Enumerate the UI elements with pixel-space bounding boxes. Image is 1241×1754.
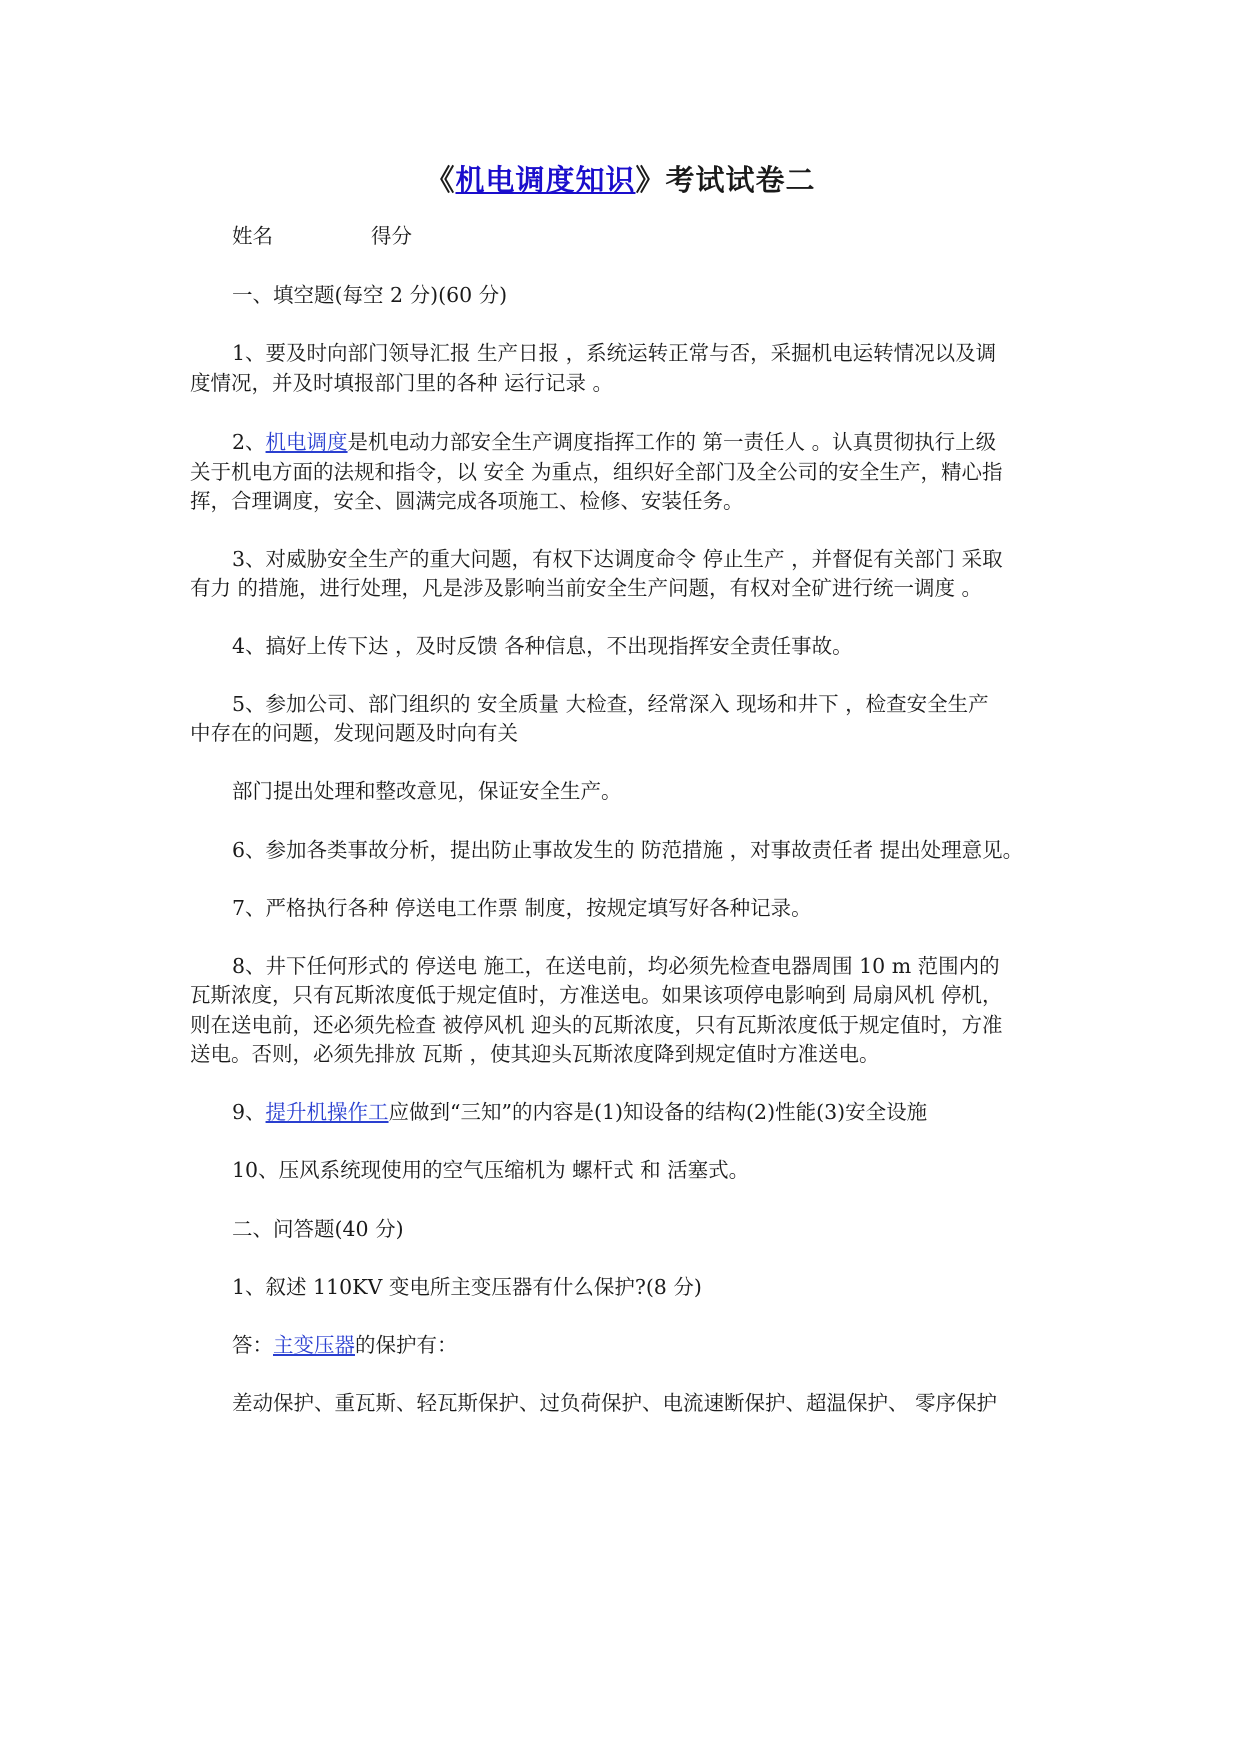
- q2-line2: 关于机电方面的法规和指令，以 安全 为重点，组织好全部门及全公司的安全生产，精心指: [190, 460, 1003, 484]
- name-score-row: [232, 224, 412, 248]
- q8-line1: 8、井下任何形式的 停送电 施工，在送电前，均必须先检查电器周围 10 m 范围内的: [232, 954, 1000, 978]
- q2-line1: [232, 430, 996, 454]
- q9-line1: [232, 1100, 927, 1124]
- q6-line1: 6、参加各类事故分析，提出防止事故发生的 防范措施 ，对事故责任者 提出处理意见。: [232, 838, 1024, 862]
- qa1-question: 1、叙述 110KV 变电所主变压器有什么保护?(8 分): [232, 1275, 702, 1299]
- q7-line1: 7、严格执行各种 停送电工作票 制度，按规定填写好各种记录。: [232, 896, 812, 920]
- q9-rest: 应做到“三知”的内容是(1)知设备的结构(2)性能(3)安全设施: [388, 1100, 928, 1124]
- q3-line2: 有力 的措施，进行处理，凡是涉及影响当前安全生产问题，有权对全矿进行统一调度 。: [190, 576, 983, 600]
- q2-link-mechanical-dispatch[interactable]: 机电调度: [265, 430, 348, 454]
- qa1-answer-intro: [232, 1333, 458, 1357]
- q2-number: 2、: [232, 430, 266, 454]
- q5-line2: 中存在的问题，发现问题及时向有关: [190, 721, 518, 745]
- q5-line3: 部门提出处理和整改意见，保证安全生产。: [232, 779, 622, 803]
- q9-number: 9、: [232, 1100, 266, 1124]
- title-rest: 》考试试卷二: [635, 163, 816, 197]
- qa1-answer-prefix: 答：: [232, 1333, 273, 1357]
- q2-line1-rest: 是机电动力部安全生产调度指挥工作的 第一责任人 。认真贯彻执行上级: [347, 430, 997, 454]
- title-open-bracket: 《: [425, 163, 456, 197]
- q8-line3: 则在送电前，还必须先检查 被停风机 迎头的瓦斯浓度，只有瓦斯浓度低于规定值时，方准: [190, 1013, 1003, 1037]
- qa1-answer-body: 差动保护、重瓦斯、轻瓦斯保护、过负荷保护、电流速断保护、超温保护、 零序保护: [232, 1391, 998, 1415]
- name-label: 姓名: [232, 224, 273, 248]
- q8-line2: 瓦斯浓度，只有瓦斯浓度低于规定值时，方准送电。如果该项停电影响到 局扇风机 停机，: [190, 983, 1003, 1007]
- q3-line1: 3、对威胁安全生产的重大问题，有权下达调度命令 停止生产 ，并督促有关部门 采取: [232, 547, 1003, 571]
- section1-heading: 一、填空题(每空 2 分)(60 分): [232, 283, 508, 307]
- q9-link-hoist-operator[interactable]: 提升机操作工: [265, 1100, 389, 1124]
- q1-line1: 1、要及时向部门领导汇报 生产日报 ，系统运转正常与否，采掘机电运转情况以及调: [232, 341, 997, 365]
- q4-line1: 4、搞好上传下达 ，及时反馈 各种信息，不出现指挥安全责任事故。: [232, 634, 853, 658]
- q5-line1: 5、参加公司、部门组织的 安全质量 大检查，经常深入 现场和井下 ，检查安全生产: [232, 692, 989, 716]
- q1-line2: 度情况，并及时填报部门里的各种 运行记录 。: [190, 371, 614, 395]
- exam-title: [0, 158, 1241, 199]
- qa1-answer-suffix: 的保护有：: [355, 1333, 458, 1357]
- section2-heading: 二、问答题(40 分): [232, 1217, 404, 1241]
- q2-line3: 挥，合理调度，安全、圆满完成各项施工、检修、安装任务。: [190, 489, 744, 513]
- title-link-mechanical-dispatch[interactable]: 机电调度知识: [455, 163, 636, 197]
- q8-line4: 送电。否则，必须先排放 瓦斯 ，使其迎头瓦斯浓度降到规定值时方准送电。: [190, 1042, 880, 1066]
- qa1-link-main-transformer[interactable]: 主变压器: [273, 1333, 355, 1357]
- score-label: 得分: [371, 224, 412, 248]
- q10-line1: 10、压风系统现使用的空气压缩机为 螺杆式 和 活塞式。: [232, 1158, 750, 1182]
